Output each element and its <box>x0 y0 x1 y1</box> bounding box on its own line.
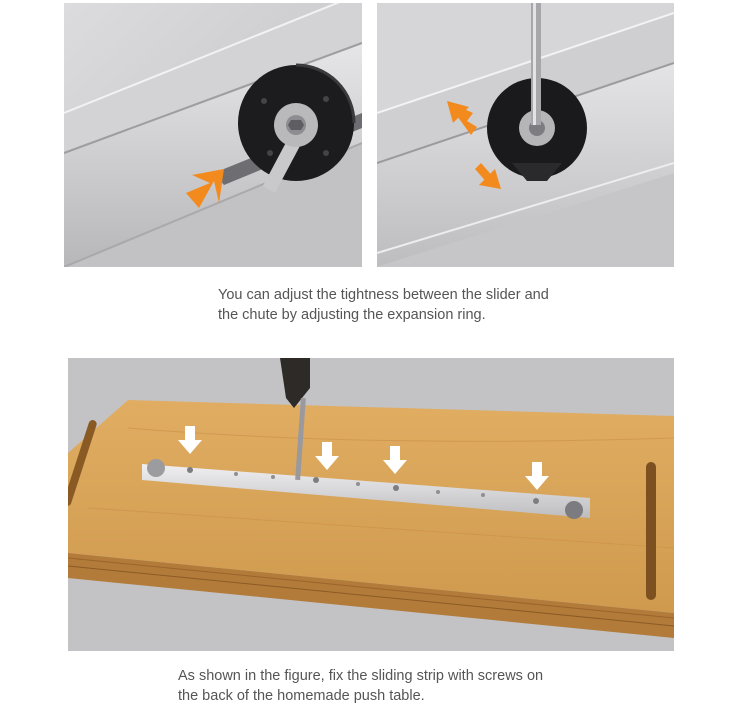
caption-line: the back of the homemade push table. <box>178 688 425 704</box>
photo-push-table-sliding-strip <box>68 358 674 651</box>
caption-line: You can adjust the tightness between the slider and <box>218 287 549 303</box>
photo-expansion-ring-closeup <box>64 3 362 267</box>
caption-line: As shown in the figure, fix the sliding strip with screws on <box>178 668 544 684</box>
screwdriver-icon <box>531 3 541 125</box>
photo-adjusting-ring-with-screwdriver <box>377 3 674 267</box>
caption-expansion-ring <box>218 285 549 325</box>
caption-push-table <box>178 666 543 706</box>
caption-line: the chute by adjusting the expansion ring. <box>218 307 486 323</box>
